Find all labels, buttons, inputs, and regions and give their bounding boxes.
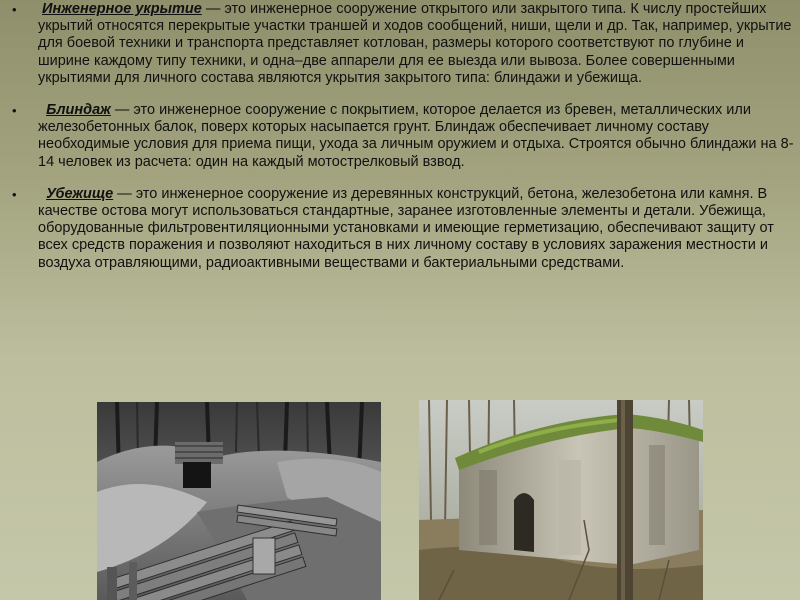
trench-dugout-image xyxy=(97,402,381,600)
definition-dugout: — это инженерное сооружение с покрытием, которое делается из бревен, металлических или железобетонных балок, поверх которых насыпается грунт. Блиндаж обеспечивает личному составу необходимые условия для приема пищи, ухода за личным оружием и отдыха. Строятся обычно блиндажи на 8-14 человек из расчета: один на каждый мотострелковый взвод. xyxy=(38,102,794,170)
bullet-list xyxy=(8,0,794,287)
bullet-marker: • xyxy=(12,186,17,202)
concrete-bunker-image xyxy=(419,400,703,600)
bullet-marker: • xyxy=(12,103,17,119)
bullet-marker: • xyxy=(12,2,17,17)
bullet-bunker xyxy=(8,186,794,272)
definition-bunker: — это инженерное сооружение из деревянных конструкций, бетона, железобетона или камня. В качестве остова могут использоваться стандартные, заранее изготовленные элементы и детали. Убежища, оборудованные фильтровентиляционными установками и имеющие герметизацию, обеспечивают защиту от всех средств поражения и позволяют находиться в них личному составу в условиях заражения местности и воздуха отравляющими, радиоактивными веществами и бактериальными средствами. xyxy=(38,185,774,271)
photo-row xyxy=(0,400,800,600)
bullet-dugout xyxy=(8,102,794,171)
term-dugout: Блиндаж xyxy=(46,102,111,119)
definition-engineering-shelter: — это инженерное сооружение открытого или закрытого типа. К числу простейших укрытий относятся перекрытые участки траншей и ходов сообщений, ниши, щели и др. Так, например, укрытие для боевой техники и транспорта представляет котлован, размеры которого соответствуют по глубине и ширине каждому типу техники, и одна–две аппарели для ее выезда или вывоза. Более совершенными укрытиями для личного состава являются укрытия закрытого типа: блиндажи и убежища. xyxy=(38,1,792,86)
term-bunker: Убежище xyxy=(46,185,114,202)
concrete-bunker-photo xyxy=(419,400,703,600)
bullet-engineering-shelter xyxy=(8,1,794,87)
term-engineering-shelter: Инженерное укрытие xyxy=(42,1,202,17)
trench-dugout-photo xyxy=(97,402,381,600)
